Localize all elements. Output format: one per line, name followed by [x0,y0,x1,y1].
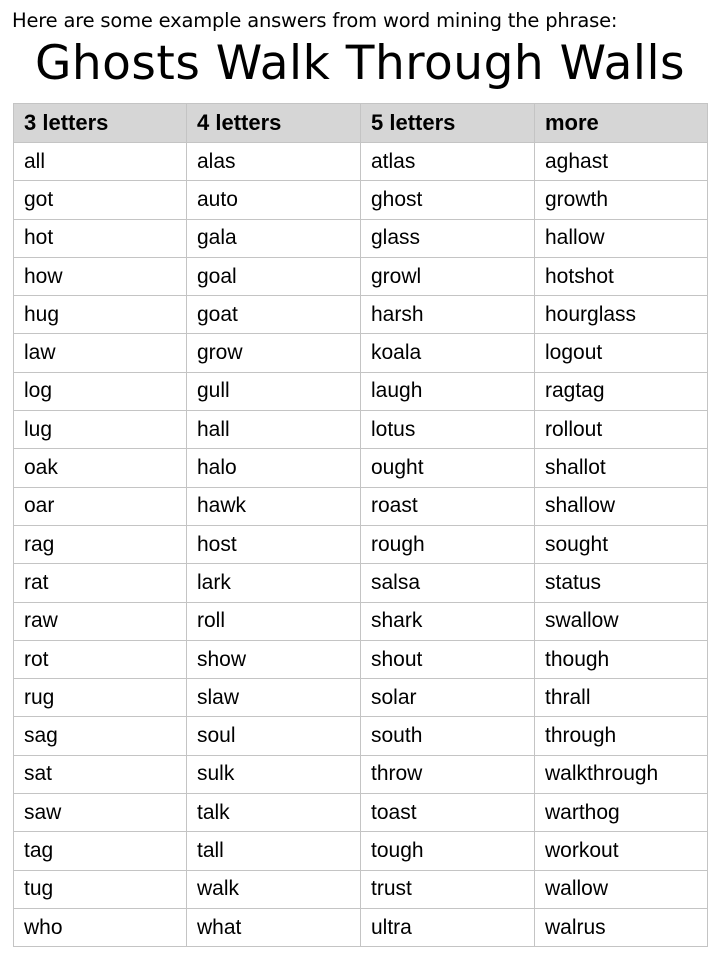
word-cell-5-letters: throw [361,755,535,793]
word-cell-3-letters: sat [14,755,187,793]
word-cell-more: swallow [535,602,708,640]
word-cell-5-letters: solar [361,679,535,717]
word-cell-4-letters: tall [187,832,361,870]
table-row [14,679,708,717]
word-cell-5-letters: harsh [361,296,535,334]
word-cell-more: shallot [535,449,708,487]
word-cell-3-letters: sag [14,717,187,755]
word-cell-5-letters: ghost [361,181,535,219]
word-cell-5-letters: salsa [361,564,535,602]
word-cell-3-letters: log [14,372,187,410]
word-cell-3-letters: all [14,143,187,181]
word-cell-4-letters: goat [187,296,361,334]
word-cell-more: warthog [535,794,708,832]
word-cell-more: hourglass [535,296,708,334]
table-row [14,372,708,410]
word-cell-3-letters: raw [14,602,187,640]
word-cell-5-letters: rough [361,525,535,563]
word-cell-3-letters: oar [14,487,187,525]
word-cell-5-letters: shout [361,640,535,678]
word-cell-more: workout [535,832,708,870]
word-cell-more: wallow [535,870,708,908]
table-row [14,564,708,602]
table-row [14,449,708,487]
word-cell-4-letters: halo [187,449,361,487]
word-cell-5-letters: shark [361,602,535,640]
word-cell-more: logout [535,334,708,372]
word-cell-3-letters: tag [14,832,187,870]
word-cell-3-letters: oak [14,449,187,487]
word-cell-3-letters: rat [14,564,187,602]
word-cell-more: aghast [535,143,708,181]
word-cell-5-letters: glass [361,219,535,257]
word-cell-3-letters: hot [14,219,187,257]
word-cell-4-letters: show [187,640,361,678]
word-cell-4-letters: lark [187,564,361,602]
word-cell-4-letters: auto [187,181,361,219]
word-cell-more: status [535,564,708,602]
word-cell-5-letters: laugh [361,372,535,410]
table-row [14,411,708,449]
word-cell-5-letters: growl [361,257,535,295]
table-row [14,602,708,640]
word-cell-more: shallow [535,487,708,525]
table-row [14,487,708,525]
word-cell-3-letters: saw [14,794,187,832]
word-cell-more: thrall [535,679,708,717]
word-cell-4-letters: sulk [187,755,361,793]
word-cell-5-letters: south [361,717,535,755]
column-header-4-letters: 4 letters [187,104,361,143]
word-cell-4-letters: host [187,525,361,563]
word-cell-4-letters: hall [187,411,361,449]
word-cell-5-letters: atlas [361,143,535,181]
word-cell-5-letters: ought [361,449,535,487]
word-cell-4-letters: talk [187,794,361,832]
word-cell-more: hotshot [535,257,708,295]
word-cell-5-letters: toast [361,794,535,832]
word-cell-more: through [535,717,708,755]
word-cell-more: rollout [535,411,708,449]
word-cell-3-letters: hug [14,296,187,334]
intro-text: Here are some example answers from word mining the phrase: [12,9,618,32]
word-cell-5-letters: lotus [361,411,535,449]
table-row [14,525,708,563]
word-cell-4-letters: soul [187,717,361,755]
column-header-5-letters: 5 letters [361,104,535,143]
word-cell-more: hallow [535,219,708,257]
word-cell-4-letters: gala [187,219,361,257]
word-cell-3-letters: law [14,334,187,372]
word-cell-4-letters: alas [187,143,361,181]
table-row [14,870,708,908]
table-row [14,143,708,181]
table-row [14,908,708,946]
word-cell-3-letters: rot [14,640,187,678]
word-cell-5-letters: koala [361,334,535,372]
column-header-3-letters: 3 letters [14,104,187,143]
word-rows [14,143,708,947]
word-cell-4-letters: slaw [187,679,361,717]
word-cell-more: walrus [535,908,708,946]
page-title: Ghosts Walk Through Walls [34,36,686,91]
word-cell-3-letters: rug [14,679,187,717]
word-cell-3-letters: got [14,181,187,219]
word-cell-4-letters: roll [187,602,361,640]
word-cell-4-letters: goal [187,257,361,295]
header-row [14,104,708,143]
word-cell-5-letters: trust [361,870,535,908]
table-row [14,334,708,372]
word-cell-more: sought [535,525,708,563]
table-row [14,257,708,295]
word-cell-more: though [535,640,708,678]
word-cell-more: walkthrough [535,755,708,793]
table-row [14,794,708,832]
table-row [14,832,708,870]
word-cell-5-letters: ultra [361,908,535,946]
word-cell-3-letters: rag [14,525,187,563]
word-cell-more: ragtag [535,372,708,410]
word-cell-4-letters: grow [187,334,361,372]
word-cell-5-letters: tough [361,832,535,870]
table-row [14,181,708,219]
word-cell-5-letters: roast [361,487,535,525]
word-cell-3-letters: who [14,908,187,946]
word-cell-4-letters: walk [187,870,361,908]
column-header-more: more [535,104,708,143]
word-cell-more: growth [535,181,708,219]
table-row [14,640,708,678]
table-row [14,755,708,793]
word-cell-4-letters: what [187,908,361,946]
word-cell-4-letters: hawk [187,487,361,525]
word-cell-3-letters: tug [14,870,187,908]
word-table [13,103,708,947]
table-row [14,219,708,257]
word-cell-4-letters: gull [187,372,361,410]
table-row [14,717,708,755]
word-cell-3-letters: lug [14,411,187,449]
table-row [14,296,708,334]
word-cell-3-letters: how [14,257,187,295]
